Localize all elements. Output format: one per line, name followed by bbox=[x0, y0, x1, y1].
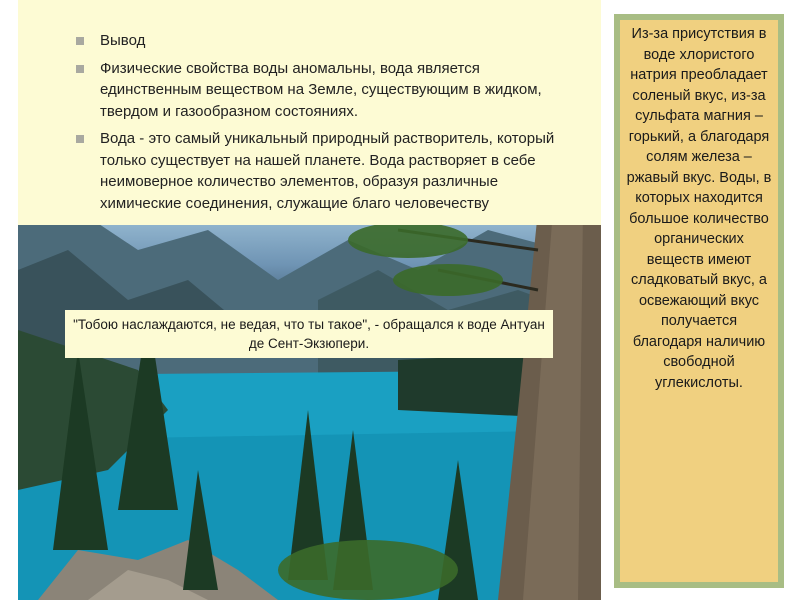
bullet-item-solvent bbox=[76, 128, 576, 214]
bullet-item-conclusion bbox=[76, 30, 576, 52]
bullet-text: Вода - это самый уникальный природный растворитель, который только существует на нашей планете. Вода растворяет в себе неимоверное количество элементов, образуя различные химические соединения, служащие благо человечеству bbox=[100, 130, 555, 212]
bullet-marker-icon bbox=[76, 65, 84, 73]
bullet-text: Физические свойства воды аномальны, вода является единственным веществом на Земле, существующим в жидком, твердом и газообразном состояниях. bbox=[100, 59, 542, 120]
bullet-marker-icon bbox=[76, 37, 84, 45]
bullet-list bbox=[76, 30, 576, 220]
side-info-box bbox=[614, 14, 784, 588]
bullet-marker-icon bbox=[76, 135, 84, 143]
bullet-item-properties bbox=[76, 58, 576, 123]
lake-forest-photo bbox=[18, 210, 601, 600]
text-panel bbox=[18, 0, 601, 225]
bullet-text: Вывод bbox=[100, 32, 146, 49]
quote-caption: "Тобою наслаждаются, не ведая, что ты такое", - обращался к воде Антуан де Сент-Экзюпери. bbox=[65, 310, 553, 358]
photo-scene bbox=[18, 210, 601, 600]
side-info-text: Из-за присутствия в воде хлористого натрия преобладает соленый вкус, из-за сульфата магния – горький, а благодаря солям железа – ржавый вкус. Воды, в которых находится большое количество органических веществ имеют сладковатый вкус, а освежающий вкус получается благодаря наличию свободной углекислоты. bbox=[620, 20, 778, 582]
